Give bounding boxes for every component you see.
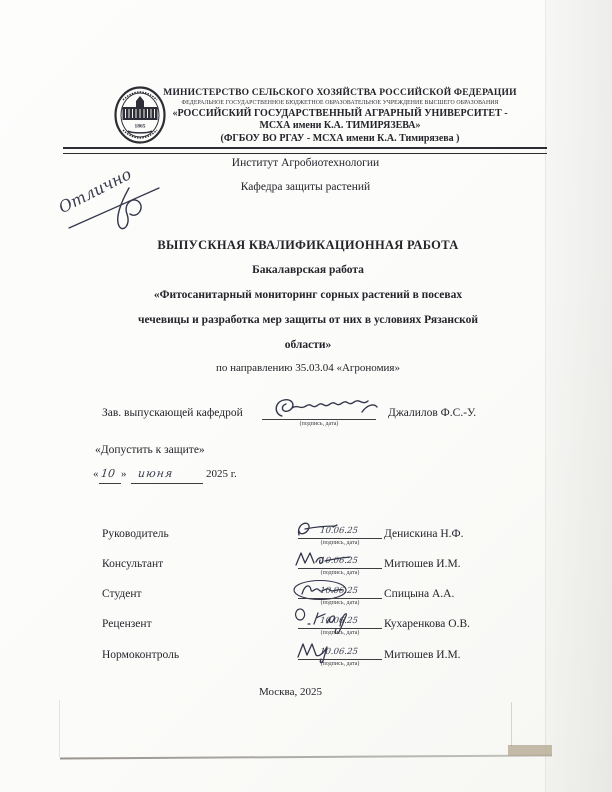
signature-row-norm-control [100,643,570,677]
handwritten-date: 10.06.25 [319,647,359,657]
signature-caption: (подпись, дата) [299,421,339,427]
work-subtype: Бакалаврская работа [252,264,364,276]
university-name-line2: МСХА имени К.А. ТИМИРЯЗЕВА» [259,120,421,132]
handwritten-date: 10.06.25 [319,586,359,596]
scan-corner-artifact [508,745,552,756]
ministry-line: МИНИСТЕРСТВО СЕЛЬСКОГО ХОЗЯЙСТВА РОССИЙСКОЙ ФЕДЕРАЦИИ [163,88,517,98]
signature-line [298,537,382,539]
thesis-title-line1: «Фитосанитарный мониторинг сорных растений в посевах [153,289,463,301]
logo-year-label: 1865 [134,123,146,130]
handwritten-day: 10 [100,467,116,480]
city-year-line: Москва, 2025 [259,686,322,698]
admit-date-line [92,466,352,488]
row-name: Денискина Н.Ф. [384,528,464,540]
scan-page-edge-bottom [60,754,552,759]
institute-line: Институт Агробиотехнологии [231,157,380,169]
signature-caption: (подпись, дата) [320,630,360,636]
grade-note-signature [118,188,141,229]
head-row-name: Джалилов Ф.С.-У. [388,407,477,419]
handwritten-date: 10.06.25 [319,616,359,626]
thesis-title-line2: чечевицы и разработка мер защиты от них в условиях Рязанской [137,314,479,326]
row-name: Митюшев И.М. [384,649,461,661]
head-of-department-row [100,402,570,444]
signature-head-of-department [268,394,380,424]
day-underline [99,482,121,484]
signature-caption: (подпись, дата) [320,570,360,576]
quote-open: « [93,468,99,480]
handwritten-month: июня [137,467,174,480]
signature-caption: (подпись, дата) [320,661,360,667]
row-label: Консультант [102,558,164,570]
handwritten-date: 10.06.25 [319,526,359,536]
row-name: Кухаренкова О.В. [384,618,471,630]
signature-caption: (подпись, дата) [320,600,360,606]
head-row-label: Зав. выпускающей кафедрой [102,407,243,419]
letterhead [158,88,522,144]
handwritten-date: 10.06.25 [319,556,359,566]
scan-corner-line [511,702,512,746]
grade-note-text: Отлично [55,164,135,218]
thesis-title-line3: области» [284,339,332,351]
month-underline [131,482,203,484]
row-label: Студент [102,588,142,600]
university-abbrev-line: (ФГБОУ ВО РГАУ - МСХА имени К.А. Тимирязева ) [220,132,460,144]
department-line: Кафедра защиты растений [240,181,371,193]
work-type-title: ВЫПУСКНАЯ КВАЛИФИКАЦИОННАЯ РАБОТА [157,238,459,252]
university-name-line1: «РОССИЙСКИЙ ГОСУДАРСТВЕННЫЙ АГРАРНЫЙ УНИВЕРСИТЕТ - [172,107,508,119]
scan-page-edge-left [59,700,60,757]
row-label: Рецензент [102,618,152,630]
signature-line [298,627,382,629]
fgbou-line: ФЕДЕРАЛЬНОЕ ГОСУДАРСТВЕННОЕ БЮДЖЕТНОЕ ОБРАЗОВАТЕЛЬНОЕ УЧРЕЖДЕНИЕ ВЫСШЕГО ОБРАЗОВАНИЯ [181,99,499,106]
row-name: Спицына А.А. [384,588,455,600]
quote-close: » [121,468,127,480]
admit-year: 2025 г. [206,468,237,480]
signature-caption: (подпись, дата) [320,540,360,546]
row-label: Руководитель [102,528,169,540]
row-label: Нормоконтроль [102,649,180,661]
signature-line [298,658,382,660]
signature-line [298,597,382,599]
admit-to-defense-line: «Допустить к защите» [95,444,205,456]
study-direction-line: по направлению 35.03.04 «Агрономия» [216,362,400,374]
signature-line [298,567,382,569]
row-name: Митюшев И.М. [384,558,461,570]
